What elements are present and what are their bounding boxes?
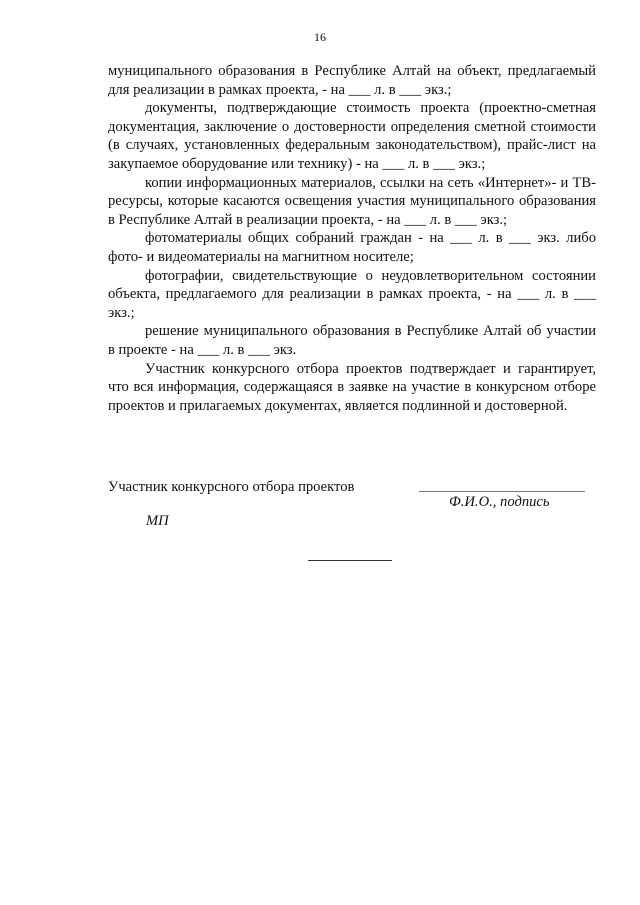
participant-label: Участник конкурсного отбора проектов — [108, 479, 355, 495]
paragraph-continuation: муниципального образования в Республике Алтай на объект, предлагаемый для реализации в рамках проекта, - на ___ л. в ___ экз.; — [108, 63, 596, 98]
paragraph-meeting-photos: фотоматериалы общих собраний граждан - на ___ л. в ___ экз. либо фото- и видеоматериалы на магнитном носителе; — [108, 230, 596, 265]
paragraph-condition-photos: фотографии, свидетельствующие о неудовлетворительном состоянии объекта, предлагаемого для реализации в рамках проекта, - на ___ л. в ___ экз.; — [108, 267, 596, 321]
stamp-placeholder: МП — [146, 513, 169, 529]
page-number: 16 — [314, 30, 326, 44]
document-body — [108, 62, 596, 415]
paragraph-media-copies: копии информационных материалов, ссылки на сеть «Интернет»- и ТВ-ресурсы, которые касаются освещения участия муниципального образования в Республике Алтай в реализации проекта, - на ___ л. в ___ экз.; — [108, 174, 596, 228]
signature-caption: Ф.И.О., подпись — [449, 494, 550, 510]
paragraph-municipal-decision: решение муниципального образования в Республике Алтай об участии в проекте - на ___ л. в ___ экз. — [108, 323, 596, 358]
paragraph-guarantee: Участник конкурсного отбора проектов подтверждает и гарантирует, что вся информация, содержащаяся в заявке на участие в конкурсном отборе проектов и прилагаемых документах, является подлинной и достоверной. — [108, 360, 596, 414]
paragraph-cost-documents: документы, подтверждающие стоимость проекта (проектно-сметная документация, заключение о достоверности определения сметной стоимости (в случаях, установленных федеральным законодательством), прайс-лист на закупаемое оборудование или технику) - на ___ л. в ___ экз.; — [108, 100, 596, 172]
signature-line — [419, 491, 585, 492]
end-divider — [308, 560, 392, 561]
